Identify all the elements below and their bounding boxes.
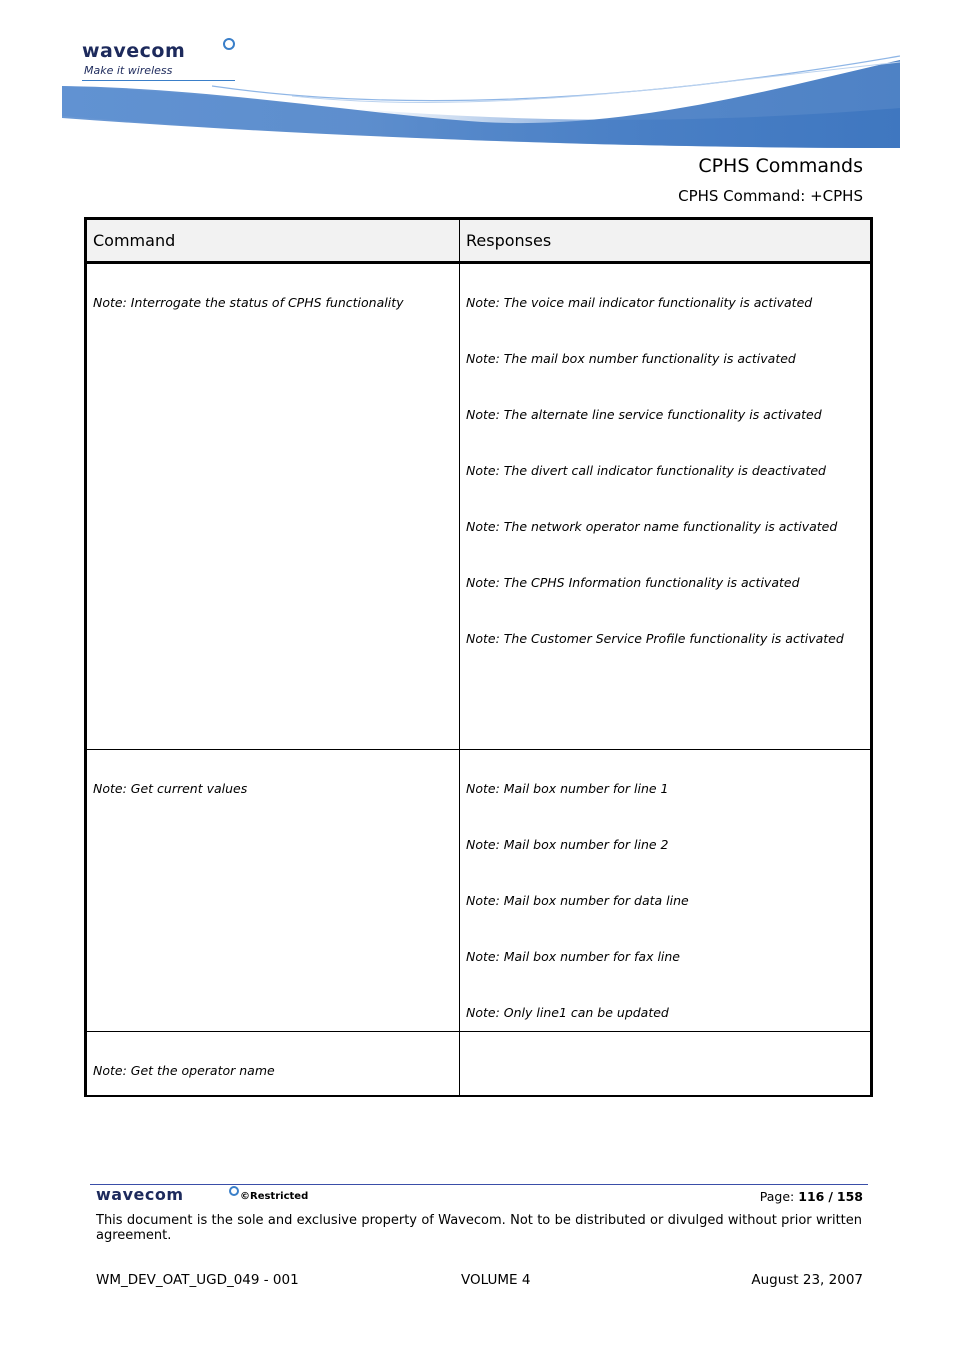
subsection-title: CPHS Command: +CPHS	[678, 187, 863, 205]
document-id: WM_DEV_OAT_UGD_049 - 001	[96, 1272, 299, 1288]
command-note: Note: Interrogate the status of CPHS functionality	[93, 295, 404, 310]
footer-swirl-icon	[229, 1186, 239, 1196]
footer-restricted: ©Restricted	[240, 1191, 309, 1202]
responses-cell	[460, 1032, 872, 1096]
response-note: Note: Mail box number for line 1	[466, 781, 669, 796]
table-row	[86, 750, 872, 1032]
response-note: Note: The Customer Service Profile functionality is activated	[466, 631, 844, 646]
volume-label: VOLUME 4	[461, 1272, 531, 1288]
footer-logo: wavecom	[96, 1185, 184, 1204]
responses-cell	[460, 750, 872, 1032]
command-cell	[86, 750, 460, 1032]
response-note: Note: Only line1 can be updated	[466, 1005, 669, 1020]
document-date: August 23, 2007	[751, 1272, 863, 1288]
page-number	[760, 1189, 863, 1204]
column-header-command: Command	[86, 219, 460, 263]
response-note: Note: The divert call indicator functionality is deactivated	[466, 463, 826, 478]
page-current: 116	[798, 1189, 825, 1204]
page-separator: /	[828, 1189, 833, 1204]
response-note: Note: The mail box number functionality is activated	[466, 351, 796, 366]
section-title: CPHS Commands	[698, 155, 863, 177]
responses-cell	[460, 263, 872, 750]
response-note: Note: Mail box number for data line	[466, 893, 689, 908]
table-row	[86, 1032, 872, 1096]
logo-wordmark: wavecom	[82, 40, 186, 62]
response-note: Note: The CPHS Information functionality is activated	[466, 575, 800, 590]
logo-swirl-icon	[223, 38, 235, 50]
footer-divider	[90, 1184, 868, 1185]
response-note: Note: The network operator name functionality is activated	[466, 519, 838, 534]
table-header-row	[86, 219, 872, 263]
page-total: 158	[836, 1189, 863, 1204]
command-note: Note: Get current values	[93, 781, 248, 796]
column-header-responses: Responses	[460, 219, 872, 263]
command-note: Note: Get the operator name	[93, 1063, 275, 1078]
legal-notice: This document is the sole and exclusive property of Wavecom. Not to be distributed or divulged without prior written agreement.	[96, 1213, 862, 1243]
command-cell	[86, 263, 460, 750]
response-note: Note: Mail box number for fax line	[466, 949, 681, 964]
response-note: Note: The voice mail indicator functionality is activated	[466, 295, 813, 310]
header-wave-banner	[62, 52, 900, 152]
logo-tagline: Make it wireless	[84, 64, 173, 77]
response-note: Note: Mail box number for line 2	[466, 837, 669, 852]
command-cell	[86, 1032, 460, 1096]
response-note: Note: The alternate line service functionality is activated	[466, 407, 822, 422]
table-row	[86, 263, 872, 750]
page-label: Page:	[759, 1189, 795, 1204]
command-table	[84, 217, 873, 1097]
